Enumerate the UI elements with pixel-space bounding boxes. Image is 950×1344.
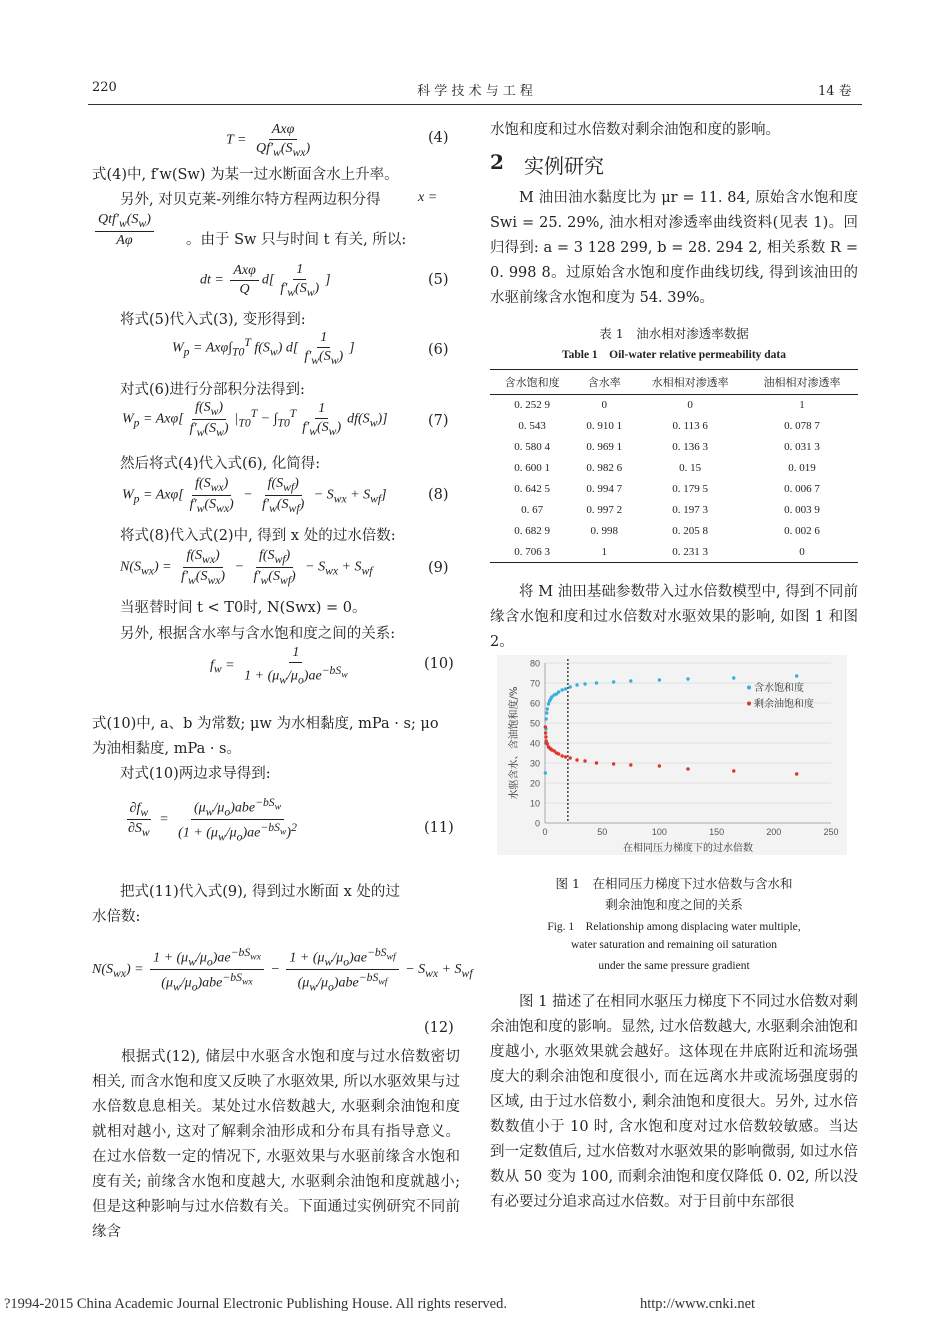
data-point-water xyxy=(560,688,563,691)
table-cell: 0. 019 xyxy=(788,462,816,475)
data-point-water xyxy=(557,690,560,693)
text-sub-eq12-a: 把式(11)代入式(9), 得到过水断面 x 处的过 xyxy=(120,884,400,900)
table-cell: 0. 15 xyxy=(679,462,702,475)
paragraph-conclusion: 根据式(12), 储层中水驱含水饱和度与过水倍数密切相关, 而含水饱和度又反映了水驱效果, 所以水驱效果与过水倍数息息相关。某处过水倍数越大, 水驱剩余油饱和度就相对越小, 这对了解剩余油形成和分布具有指导意义。在过水倍数一定的情况下, 水驱效果与水驱前缘含水饱和度有关; 前缘含水饱和度越大, 水驱剩余油饱和度就越小; 但是这种影响与过水倍数有关。下面通过实例研究不同前缘含 xyxy=(92,1049,460,1240)
equation-9: $N(S_{wx})$ = $\frac{f(S_{wx})}{f'_w(S_{wx})}$ − $\frac{f(S_{wf})}{f'_w(S_{wf})}$ − $S_{wx} + S_{wf}$ xyxy=(120,548,373,587)
y-tick-label: 0 xyxy=(534,818,540,829)
data-point-water xyxy=(564,687,567,690)
table-row xyxy=(490,499,858,520)
table-row xyxy=(490,520,858,541)
x-tick-label: 250 xyxy=(823,827,839,837)
eq-number-7: (7) xyxy=(428,413,449,429)
text-eq4-desc: 式(4)中, f′w(Sw) 为某一过水断面含水上升率。 xyxy=(92,167,399,183)
data-point-oil xyxy=(686,767,689,770)
legend-label: 含水饱和度 xyxy=(754,683,804,694)
table-cell: 0 xyxy=(746,541,858,562)
y-tick-label: 30 xyxy=(529,758,540,769)
table-cell: 0. 078 7 xyxy=(784,420,820,433)
fig1-caption-en-1: Fig. 1 Relationship among displacing water multiple, xyxy=(547,921,801,933)
table-cell: 0. 997 2 xyxy=(586,503,623,516)
table1-title-cn: 表 1 油水相对渗透率数据 xyxy=(599,326,749,341)
table-cell: 0. 998 xyxy=(590,524,618,537)
table-header-row xyxy=(490,370,858,395)
x-axis-label: 在相同压力梯度下的过水倍数 xyxy=(623,843,753,854)
table-header-cell: 含水率 xyxy=(574,370,634,395)
text-sub-eq12-b: 水倍数: xyxy=(92,909,141,925)
data-point-water xyxy=(544,717,547,720)
data-point-oil xyxy=(544,731,547,734)
data-point-water xyxy=(629,679,632,682)
math-integral-fraction: $\frac{Qtf'_w(S_w)}{A\varphi}$ xyxy=(92,212,157,249)
equation-5: dt = $\frac{\text{Axφ}}{Q}$ d[ $\frac{1}{f'_w(S_w)}$ ] xyxy=(200,262,331,299)
table-cell: 0. 982 6 xyxy=(586,462,623,475)
table-cell: 0. 706 3 xyxy=(490,541,574,562)
table-row xyxy=(490,458,858,479)
text-sub-eq8: 将式(8)代入式(2)中, 得到 x 处的过水倍数: xyxy=(120,528,396,544)
data-point-water xyxy=(545,711,548,714)
legend-label: 剩余油饱和度 xyxy=(754,699,814,710)
table1-title-en: Table 1 Oil-water relative permeability data xyxy=(561,349,786,361)
table-cell: 0. 002 6 xyxy=(784,524,820,537)
section-title: 实例研究 xyxy=(524,154,604,178)
table-cell: 0. 205 8 xyxy=(672,524,709,537)
page-number: 220 xyxy=(92,80,117,95)
eq-number-6: (6) xyxy=(428,342,449,358)
table-cell: 0. 910 1 xyxy=(586,420,623,433)
table-cell: 0. 197 3 xyxy=(672,503,709,516)
table-cell: 0. 136 3 xyxy=(672,441,709,454)
y-tick-label: 20 xyxy=(529,778,540,789)
data-point-water xyxy=(568,685,571,688)
table-cell: 0. 179 5 xyxy=(672,483,709,495)
table-cell: 0. 994 7 xyxy=(586,483,623,495)
table-cell: 0 xyxy=(687,399,693,412)
math-x-equals: x = xyxy=(418,190,438,205)
data-point-oil xyxy=(575,758,578,761)
data-point-oil xyxy=(564,755,567,758)
x-tick-label: 0 xyxy=(542,827,548,837)
data-point-oil xyxy=(557,752,560,755)
figure1-chart xyxy=(497,655,847,855)
x-tick-label: 200 xyxy=(766,827,782,837)
data-point-water xyxy=(658,678,661,681)
text-eq10-b: 为油相黏度, mPa · s。 xyxy=(92,741,241,757)
paragraph-model: 将 M 油田基础参数带入过水倍数模型中, 得到不同前缘含水饱和度和过水倍数对水驱效果的影响, 如图 1 和图 2。 xyxy=(490,584,858,650)
table-cell: 0. 67 xyxy=(521,503,544,516)
x-tick-label: 50 xyxy=(597,827,608,837)
equation-11: $\frac{\partial f_w}{\partial S_w}$ = $\frac{(\mu_w/\mu_o)abe^{-bS_w}}{(1 + (\mu_w/\mu_o)ae^{-bS_w})^2}$ xyxy=(128,796,297,844)
volume-label: 14 卷 xyxy=(818,84,852,99)
data-point-oil xyxy=(732,769,735,772)
equation-8: $W_p = Ax\varphi$[ $\frac{f(S_{wx})}{f'_w(S_{wx})}$ − $\frac{f(S_{wf})}{f'_w(S_{wf})}$ − $S_{wx} + S_{wf}$] xyxy=(122,476,387,515)
table-cell: 0. 969 1 xyxy=(586,441,623,454)
table-cell: 0 xyxy=(601,399,607,412)
data-point-oil xyxy=(629,763,632,766)
eq-number-12: (12) xyxy=(424,1020,454,1036)
paragraph-case-study: M 油田油水黏度比为 μr = 11. 84, 原始含水饱和度 Swi = 25. 29%, 油水相对渗透率曲线资料(见表 1)。回归得到: a = 3 128 299, b = 28. 294 2, 相关系数 R = 0. 998 8。过原始含水饱和度作曲线切线, 得到该油田的水驱前缘含水饱和度为 54. 39%。 xyxy=(490,190,858,306)
table-header-cell: 油相相对渗透率 xyxy=(746,370,858,395)
data-point-water xyxy=(686,677,689,680)
data-point-water xyxy=(595,681,598,684)
eq-number-11: (11) xyxy=(424,820,454,836)
table-row xyxy=(490,541,858,562)
data-point-water xyxy=(547,702,550,705)
text-sub-eq6: 对式(6)进行分部积分法得到: xyxy=(120,382,305,398)
table-row xyxy=(490,416,858,437)
footer-copyright: ?1994-2015 China Academic Journal Electronic Publishing House. All rights reserved. xyxy=(4,1296,507,1312)
table-cell: 0. 231 3 xyxy=(634,541,746,562)
data-point-oil xyxy=(612,762,615,765)
table-cell: 0. 580 4 xyxy=(514,441,550,454)
data-point-oil xyxy=(595,761,598,764)
equation-6: $W_p = Ax\varphi\int_{T0}^T$ $f(S_w)$ d[ $\frac{1}{f'_w(S_w)}$ ] xyxy=(172,330,355,367)
equation-7: $W_p = Ax\varphi$[ $\frac{f(S_w)}{f'_w(S_w)}$ $|_{T0}^T - \int_{T0}^T$ $\frac{1}{f'_w(S_w)}$ $df(S_w)$] xyxy=(122,400,388,439)
data-point-water xyxy=(583,682,586,685)
table-cell: 0. 600 1 xyxy=(514,462,550,475)
table-cell: 0. 543 xyxy=(518,420,546,433)
text-sub-eq5: 将式(5)代入式(3), 变形得到: xyxy=(120,312,306,328)
fig1-caption-cn-1: 图 1 在相同压力梯度下过水倍数与含水和 xyxy=(555,876,793,891)
legend-marker xyxy=(747,702,751,706)
eq-number-9: (9) xyxy=(428,560,449,576)
y-tick-label: 10 xyxy=(529,798,540,809)
table-header-cell: 水相相对渗透率 xyxy=(634,370,746,395)
table-cell: 0. 113 6 xyxy=(672,420,708,433)
fig1-caption-en-2: water saturation and remaining oil saturation xyxy=(571,939,777,951)
data-point-oil xyxy=(658,764,661,767)
table-cell: 0. 006 7 xyxy=(784,483,820,495)
text-eq10-a: 式(10)中, a、b 为常数; μw 为水相黏度, mPa · s; μo xyxy=(92,716,439,732)
data-point-water xyxy=(575,683,578,686)
text-other-1b: 。由于 Sw 只与时间 t 有关, 所以: xyxy=(186,232,407,248)
table-row xyxy=(490,479,858,500)
text-sub-eq7: 然后将式(4)代入式(6), 化简得: xyxy=(120,456,321,472)
fig1-caption-en-3: under the same pressure gradient xyxy=(598,960,750,972)
y-tick-label: 70 xyxy=(529,678,540,689)
y-tick-label: 50 xyxy=(529,718,540,729)
journal-title: 科 学 技 术 与 工 程 xyxy=(417,84,533,99)
table-cell: 1 xyxy=(574,541,634,562)
text-right-top: 水饱和度和过水倍数对剩余油饱和度的影响。 xyxy=(490,122,780,138)
data-point-oil xyxy=(560,754,563,757)
text-condition: 当驱替时间 t < T0时, N(Swx) = 0。 xyxy=(120,600,367,616)
text-other-1: 另外, 对贝克莱-列维尔特方程两边积分得 xyxy=(120,192,381,208)
table-cell: 0. 252 9 xyxy=(514,399,550,412)
text-relation: 另外, 根据含水率与含水饱和度之间的关系: xyxy=(120,626,396,642)
table-row xyxy=(490,395,858,416)
data-point-oil xyxy=(795,772,798,775)
data-point-water xyxy=(546,707,549,710)
data-point-oil xyxy=(568,756,571,759)
table-cell: 0. 031 3 xyxy=(784,441,820,454)
data-point-water xyxy=(732,676,735,679)
eq-number-5: (5) xyxy=(428,272,449,288)
table-header-cell: 含水饱和度 xyxy=(490,370,574,395)
y-axis-label: 水驱含水、含油饱和度/% xyxy=(509,686,520,800)
eq-number-10: (10) xyxy=(424,656,454,672)
table-cell: 0. 003 9 xyxy=(784,503,820,516)
section-number: 2 xyxy=(490,150,504,174)
paragraph-figure-desc: 图 1 描述了在相同水驱压力梯度下不同过水倍数对剩余油饱和度的影响。显然, 过水倍数越大, 水驱剩余油饱和度越小, 水驱效果就会越好。这体现在井底附近和流场强度大的剩余油饱和度很小, 而在远离水井或流场强度弱的区域, 由于过水倍数小, 剩余油饱和度很大。另外, 过水倍数数值小于 10 时, 含水饱和度对过水倍数较敏感。当达到一定数值后, 过水倍数对水驱效果的影响微弱, 如过水倍数从 50 变为 100, 而剩余油饱和度仅降低 0. 02, 所以没有必要过分追求高过水倍数。对于目前中东部很 xyxy=(490,994,858,1210)
data-point-water xyxy=(612,680,615,683)
data-point-water xyxy=(795,674,798,677)
footer-url[interactable]: http://www.cnki.net xyxy=(640,1296,756,1312)
table1 xyxy=(490,369,858,563)
data-point-oil xyxy=(544,735,547,738)
fig1-caption-cn-2: 剩余油饱和度之间的关系 xyxy=(605,897,743,912)
data-point-oil xyxy=(544,725,547,728)
equation-4: T = $\frac{\text{Axφ}}{Qf'_w(S_{wx})}$ xyxy=(226,122,311,159)
x-tick-label: 150 xyxy=(709,827,725,837)
y-tick-label: 60 xyxy=(529,698,540,709)
equation-10: $f_w$ = $\frac{1}{1 + (\mu_w/\mu_o)ae^{-bS_w}}$ xyxy=(210,645,348,687)
text-sub-eq11: 对式(10)两边求导得到: xyxy=(120,766,271,782)
table-cell: 0. 682 9 xyxy=(514,524,550,537)
data-point-water xyxy=(544,771,547,774)
table-row xyxy=(490,437,858,458)
legend-marker xyxy=(747,686,751,690)
y-tick-label: 80 xyxy=(529,658,540,669)
header-rule xyxy=(88,104,862,105)
table-cell: 0. 642 5 xyxy=(514,483,550,495)
table-cell: 1 xyxy=(799,399,805,412)
eq-number-8: (8) xyxy=(428,487,449,503)
data-point-oil xyxy=(583,759,586,762)
data-point-oil xyxy=(546,742,549,745)
equation-12: $N(S_{wx})$ = $\frac{1 + (\mu_w/\mu_o)ae^{-bS_{wx}}}{(\mu_w/\mu_o)abe^{-bS_{wx}}}$ − $\frac{1 + (\mu_w/\mu_o)ae^{-bS_{wf}}}{(\mu_w/\mu_o)abe^{-bS_{wf}}}$ − $S_{wx} + S_{wf}$ xyxy=(92,946,473,994)
eq-number-4: (4) xyxy=(428,130,449,146)
x-tick-label: 100 xyxy=(651,827,667,837)
y-tick-label: 40 xyxy=(529,738,540,749)
